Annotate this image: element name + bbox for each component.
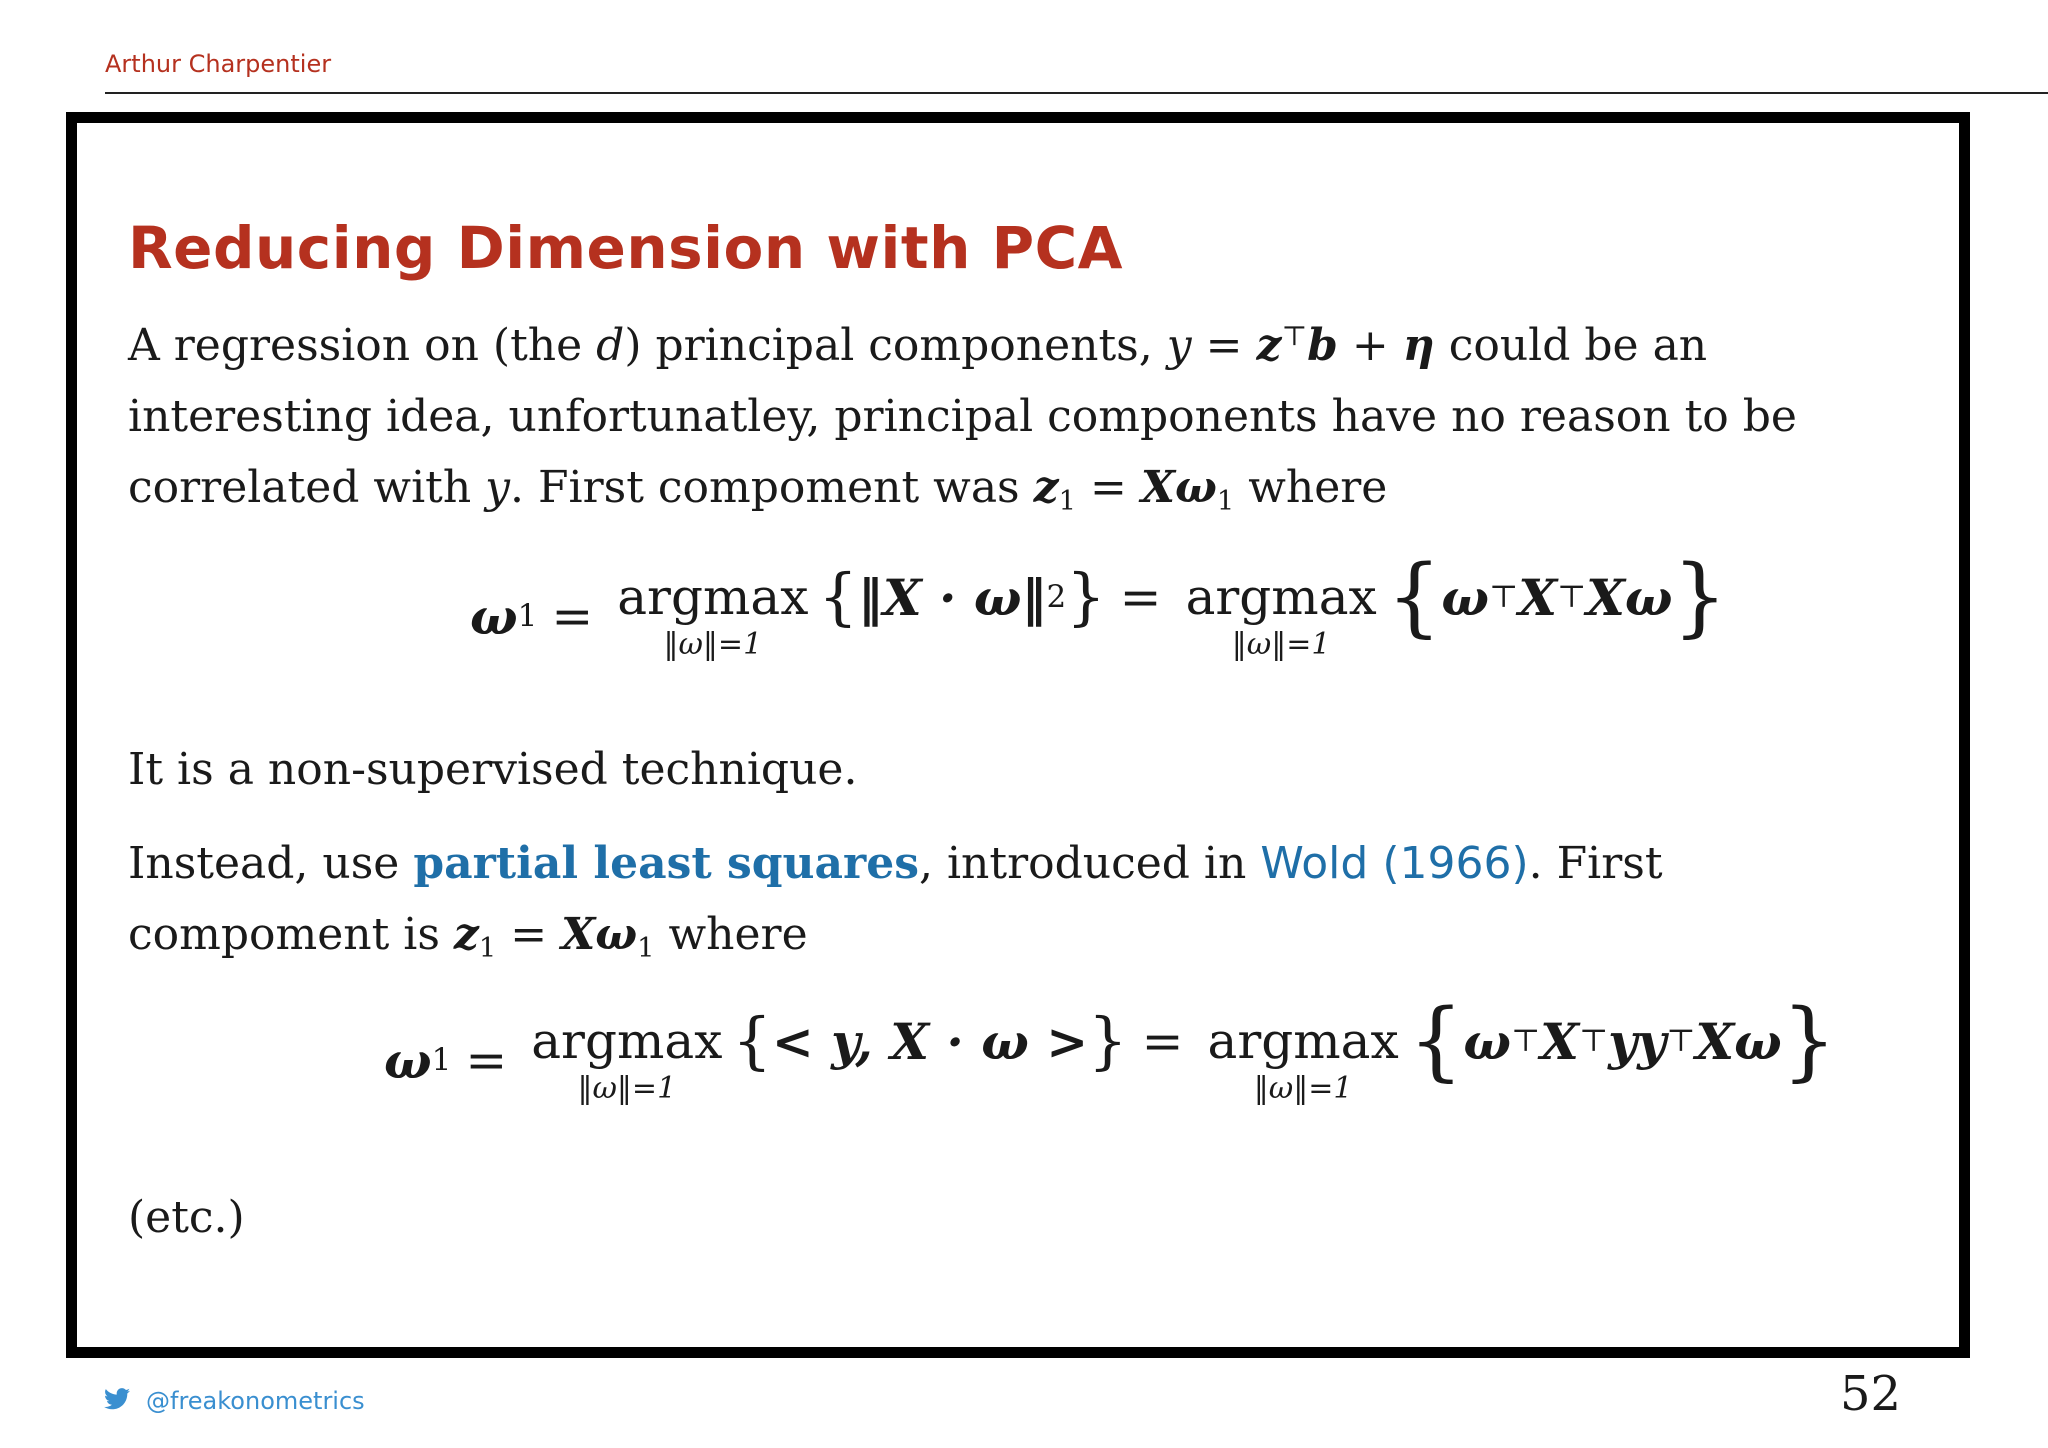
header-rule [105, 92, 2048, 94]
text: ) principal components, [624, 320, 1167, 371]
text: where [1234, 462, 1388, 513]
eq-X: X [1518, 567, 1557, 627]
argmax-constraint: ‖ω‖=1 [663, 627, 763, 662]
argmax-label: argmax [1207, 1012, 1399, 1070]
link-partial-least-squares[interactable]: partial least squares [413, 838, 919, 889]
math-b: b [1307, 320, 1338, 371]
math-y: y [485, 462, 511, 513]
argmax-operator [1185, 568, 1377, 662]
right-brace: } [1781, 991, 1837, 1091]
math-X: X [561, 909, 596, 960]
eq-yy: yy [1608, 1011, 1667, 1071]
paragraph-pls-line-1 [128, 828, 1888, 899]
paragraph-intro-line-1 [128, 310, 1888, 381]
math-equals: = [496, 909, 562, 960]
eq-group-1: { ‖X · ω‖ 2 } [818, 560, 1106, 633]
eq-omega: ω [1463, 1011, 1511, 1071]
left-brace: { [1386, 547, 1442, 647]
argmax-constraint: ‖ω‖=1 [1231, 627, 1331, 662]
math-z: z [453, 909, 479, 960]
math-d: d [596, 320, 625, 371]
eq-inner-product: < y, X · ω > [771, 1011, 1089, 1071]
math-equals: = [1075, 462, 1141, 513]
eq-equals: = [1119, 568, 1162, 626]
text: compoment is [128, 909, 454, 960]
paragraph-etc: (etc.) [128, 1192, 245, 1243]
argmax-operator [1207, 1012, 1399, 1106]
eq-lhs-omega: ω [470, 586, 518, 646]
argmax-operator [617, 568, 809, 662]
slide-title: Reducing Dimension with PCA [128, 214, 1124, 282]
math-X: X [1140, 462, 1175, 513]
right-brace: } [1672, 547, 1728, 647]
eq-group-1 [732, 1004, 1128, 1077]
math-omega: ω [1174, 462, 1217, 513]
math-z: z [1033, 462, 1059, 513]
text: where [654, 909, 808, 960]
equation-pls: ω 1 = argmax ‖ω‖=1 { < y, X · ω > } = argmax ‖ω‖=1 { ω ⊤ X ⊤ yy ⊤ Xω } [384, 991, 1837, 1106]
left-brace: { [1408, 991, 1464, 1091]
eq-group-2: { ω ⊤ X ⊤ yy ⊤ Xω } [1408, 991, 1837, 1091]
left-brace: { [818, 560, 858, 633]
eq-Xomega: Xω [1695, 1011, 1782, 1071]
math-subscript: 1 [1058, 486, 1076, 518]
left-brace: { [732, 1004, 772, 1077]
equation-pca: ω 1 = argmax ‖ω‖=1 { ‖X · ω‖ 2 } = argmax ‖ω‖=1 { ω ⊤ X ⊤ Xω } [470, 547, 1728, 662]
math-subscript: 1 [637, 933, 655, 965]
text: . First compoment was [510, 462, 1034, 513]
eq-equals: = [551, 587, 594, 645]
header-author: Arthur Charpentier [105, 50, 332, 78]
math-equals: = [1191, 320, 1257, 371]
eq-Xomega: Xω [1586, 567, 1673, 627]
text: , introduced in [919, 838, 1261, 889]
link-wold-1966[interactable]: Wold (1966) [1260, 838, 1529, 889]
right-brace: } [1088, 1004, 1128, 1077]
footer-twitter-handle[interactable]: @freakonometrics [146, 1387, 365, 1415]
paragraph-non-supervised: It is a non-supervised technique. [128, 744, 858, 795]
argmax-operator [531, 1012, 723, 1106]
eq-omega: ω [1441, 567, 1490, 627]
math-y: y [1166, 320, 1192, 371]
paragraph-pls-line-2 [128, 899, 1888, 970]
text: could be an [1434, 320, 1708, 371]
paragraph-intro-line-2: interesting idea, unfortunatley, principal components have no reason to be [128, 391, 1797, 442]
eq-equals: = [1141, 1012, 1184, 1070]
argmax-label: argmax [617, 568, 809, 626]
right-brace: } [1066, 560, 1106, 633]
argmax-label: argmax [531, 1012, 723, 1070]
twitter-bird-icon [104, 1388, 130, 1410]
eq-group-2: { ω ⊤ X ⊤ Xω } [1386, 547, 1728, 647]
math-z: z [1256, 320, 1282, 371]
text: correlated with [128, 462, 486, 513]
paragraph-intro-line-3 [128, 452, 1888, 523]
eq-lhs-omega: ω [384, 1030, 432, 1090]
math-eta: η [1402, 320, 1435, 371]
text: . First [1528, 838, 1663, 889]
math-omega: ω [595, 909, 638, 960]
argmax-label: argmax [1185, 568, 1377, 626]
page-number: 52 [1840, 1366, 1902, 1422]
text: A regression on (the [128, 320, 597, 371]
math-subscript: 1 [1216, 486, 1235, 518]
math-transpose: ⊤ [1281, 321, 1308, 352]
eq-equals: = [465, 1031, 508, 1089]
math-subscript: 1 [478, 933, 497, 965]
argmax-constraint: ‖ω‖=1 [1253, 1071, 1353, 1106]
eq-norm-term: ‖X · ω‖ [857, 567, 1047, 627]
text: Instead, use [128, 838, 414, 889]
math-plus: + [1337, 320, 1403, 371]
argmax-constraint: ‖ω‖=1 [577, 1071, 677, 1106]
eq-X: X [1540, 1011, 1579, 1071]
